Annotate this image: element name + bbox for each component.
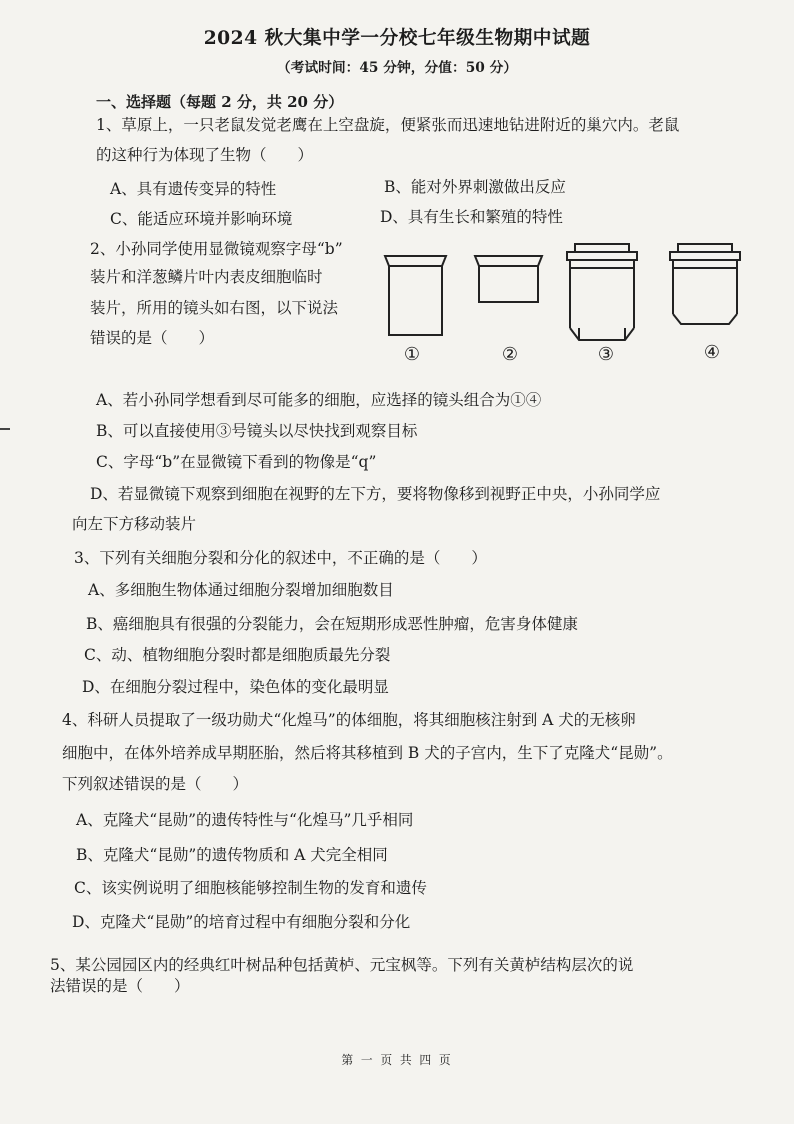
q4-option-a: A、克隆犬“昆勋”的遗传特性与“化煌马”几乎相同 [76, 811, 414, 829]
q5-stem-line2: 法错误的是（ ） [50, 977, 190, 995]
q2-option-d-line2: 向左下方移动装片 [72, 515, 197, 533]
q2-option-c: C、字母“b”在显微镜下看到的物像是“q” [96, 453, 377, 471]
q2-stem-line4: 错误的是（ ） [90, 329, 215, 347]
q5-stem-line1: 5、某公园园区内的经典红叶树品种包括黄栌、元宝枫等。下列有关黄栌结构层次的说 [50, 956, 634, 974]
lens-label-1: ① [403, 344, 421, 365]
q1-stem-line1: 1、草原上，一只老鼠发觉老鹰在上空盘旋，便紧张而迅速地钻进附近的巢穴内。老鼠 [96, 116, 680, 134]
q2-option-b: B、可以直接使用③号镜头以尽快找到观察目标 [96, 422, 418, 440]
lens-label-2: ② [501, 344, 519, 365]
q3-option-c: C、动、植物细胞分裂时都是细胞质最先分裂 [84, 646, 391, 664]
q2-option-a: A、若小孙同学想看到尽可能多的细胞，应选择的镜头组合为①④ [96, 391, 542, 409]
q1-option-a: A、具有遗传变异的特性 [110, 180, 277, 198]
q2-stem-line2: 装片和洋葱鳞片叶内表皮细胞临时 [90, 268, 323, 286]
q4-stem-line3: 下列叙述错误的是（ ） [62, 775, 249, 793]
q1-option-c: C、能适应环境并影响环境 [110, 210, 293, 228]
q4-stem-line1: 4、科研人员提取了一级功勋犬“化煌马”的体细胞，将其细胞核注射到 A 犬的无核卵 [62, 711, 636, 729]
q3-option-b: B、癌细胞具有很强的分裂能力，会在短期形成恶性肿瘤，危害身体健康 [86, 615, 578, 633]
lens-4-icon [670, 244, 740, 324]
margin-mark [0, 428, 10, 430]
section-title-choice: 一、选择题（每题 2 分，共 20 分） [96, 93, 344, 111]
q4-stem-line2: 细胞中，在体外培养成早期胚胎，然后将其移植到 B 犬的子宫内，生下了克隆犬“昆勋”。 [62, 744, 673, 762]
lens-2-icon [475, 256, 542, 302]
lens-3-icon [567, 244, 637, 340]
q1-stem-line2: 的这种行为体现了生物（ ） [96, 146, 314, 164]
lens-label-3: ③ [597, 344, 615, 365]
q4-option-c: C、该实例说明了细胞核能够控制生物的发育和遗传 [74, 879, 427, 897]
q2-option-d-line1: D、若显微镜下观察到细胞在视野的左下方，要将物像移到视野正中央，小孙同学应 [90, 485, 661, 503]
page-footer: 第 一 页 共 四 页 [341, 1053, 453, 1067]
q3-stem: 3、下列有关细胞分裂和分化的叙述中，不正确的是（ ） [74, 549, 487, 567]
q4-option-d: D、克隆犬“昆勋”的培育过程中有细胞分裂和分化 [72, 913, 411, 931]
q4-option-b: B、克隆犬“昆勋”的遗传物质和 A 犬完全相同 [76, 846, 388, 864]
exam-title: 2024 秋大集中学一分校七年级生物期中试题 [203, 27, 591, 49]
lens-1-icon [385, 256, 446, 335]
q1-option-b: B、能对外界刺激做出反应 [384, 178, 566, 196]
exam-subtitle: （考试时间：45 分钟，分值：50 分） [276, 60, 518, 76]
q1-option-d: D、具有生长和繁殖的特性 [380, 208, 563, 226]
q3-option-a: A、多细胞生物体通过细胞分裂增加细胞数目 [88, 581, 394, 599]
q2-stem-line3: 装片，所用的镜头如右图，以下说法 [90, 299, 339, 317]
q3-option-d: D、在细胞分裂过程中，染色体的变化最明显 [82, 678, 389, 696]
lens-label-4: ④ [703, 342, 721, 363]
q2-stem-line1: 2、小孙同学使用显微镜观察字母“b” [90, 240, 343, 258]
